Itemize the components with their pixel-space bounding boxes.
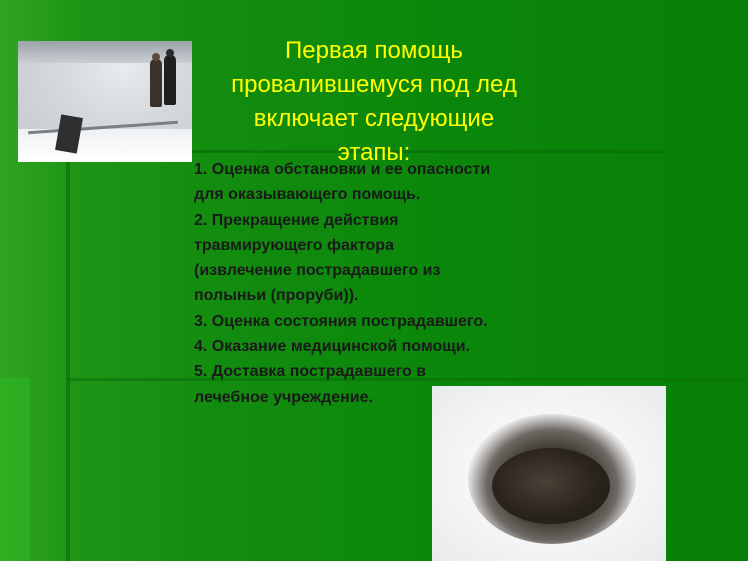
step-line: травмирующего фактора [194,236,394,254]
step-line: 5. Доставка пострадавшего в [194,363,427,381]
step-line: лечебное учреждение. [194,388,373,406]
step-line: 3. Оценка состояния пострадавшего. [194,312,488,330]
step-line: 2. Прекращение действия [194,211,399,229]
step-line: (извлечение пострадавшего из [194,262,441,280]
photo-ice-hole [432,386,666,561]
title-line: провалившемуся под лед [231,71,517,98]
step-line: 4. Оказание медицинской помощи. [194,338,471,356]
title-line: Первая помощь [285,37,463,64]
title-line: этапы: [337,139,411,166]
slide-title [196,34,552,170]
decor-left-band [0,378,30,561]
photo-people-on-ice [18,41,192,162]
step-line: 1. Оценка обстановки и ее опасности [194,161,491,178]
title-line: включает следующие [253,105,495,132]
step-line: для оказывающего помощь. [194,186,421,204]
steps-list [194,157,564,410]
decor-vertical-line [66,160,70,561]
step-line: полыньи (проруби)). [194,287,359,305]
